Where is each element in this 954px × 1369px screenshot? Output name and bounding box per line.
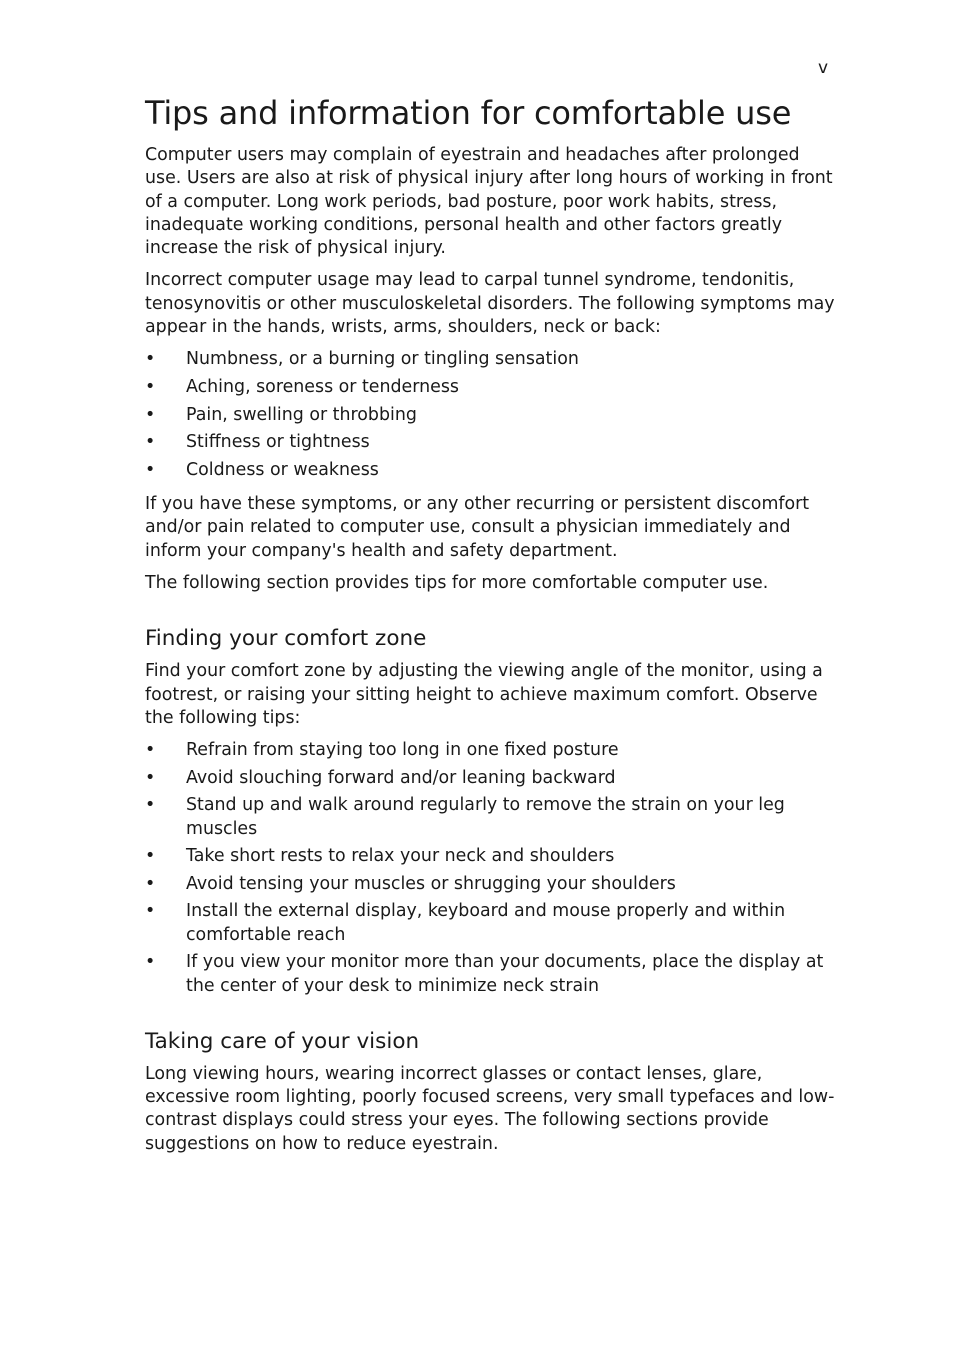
bullet-icon: • <box>145 459 156 480</box>
bullet-icon: • <box>145 349 156 370</box>
list-item: • If you view your monitor more than your documents, place the display at the center of your desk to minimize neck strain <box>145 952 824 996</box>
list-item: • Install the external display, keyboard and mouse properly and within comfortable reach <box>145 901 786 945</box>
list-item: • Avoid slouching forward and/or leaning backward <box>145 767 835 790</box>
bullet-icon: • <box>145 376 156 397</box>
bullet-icon: • <box>145 901 156 922</box>
bullet-icon: • <box>145 873 156 894</box>
symptoms-intro-paragraph: Incorrect computer usage may lead to carpal tunnel syndrome, tendonitis, tenosynovitis or other musculoskeletal disorders. The following symptoms may appear in the hands, wrists, arms, shoulders, neck or back: <box>145 270 835 338</box>
list-item: • Pain, swelling or throbbing <box>145 404 835 427</box>
bullet-icon: • <box>145 432 156 453</box>
page-title: Tips and information for comfortable use <box>145 94 792 132</box>
comfort-zone-paragraph: Find your comfort zone by adjusting the viewing angle of the monitor, using a footrest, or raising your sitting height to achieve maximum comfort. Observe the following tips: <box>145 661 823 728</box>
consult-physician-paragraph: If you have these symptoms, or any other recurring or persistent discomfort and/or pain related to computer use, consult a physician immediately and inform your company's health and safety department. <box>145 494 810 561</box>
symptoms-list <box>145 348 835 482</box>
bullet-icon: • <box>145 795 156 816</box>
list-item: • Take short rests to relax your neck and shoulders <box>145 845 835 868</box>
list-item: • Refrain from staying too long in one fixed posture <box>145 739 835 762</box>
list-item: • Stiffness or tightness <box>145 431 835 454</box>
section-intro-paragraph: The following section provides tips for more comfortable computer use. <box>145 572 769 593</box>
bullet-icon: • <box>145 846 156 867</box>
list-item: • Numbness, or a burning or tingling sensation <box>145 348 835 371</box>
page-number: v <box>818 58 829 78</box>
bullet-icon: • <box>145 740 156 761</box>
list-item: • Stand up and walk around regularly to remove the strain on your leg muscles <box>145 795 785 839</box>
list-item: • Aching, soreness or tenderness <box>145 376 835 399</box>
vision-paragraph: Long viewing hours, wearing incorrect glasses or contact lenses, glare, excessive room lighting, poorly focused screens, very small typefaces and low-contrast displays could stress your eyes. The following sections provide suggestions on how to reduce eyestrain. <box>145 1063 835 1154</box>
document-body <box>145 94 835 1165</box>
vision-heading: Taking care of your vision <box>145 1028 420 1054</box>
bullet-icon: • <box>145 767 156 788</box>
intro-paragraph: Computer users may complain of eyestrain and headaches after prolonged use. Users are also at risk of physical injury after long hours of working in front of a computer. Long work periods, bad posture, poor work habits, stress, inadequate working conditions, personal health and other factors greatly increase the risk of physical injury. <box>145 145 833 259</box>
list-item: • Avoid tensing your muscles or shrugging your shoulders <box>145 873 835 896</box>
bullet-icon: • <box>145 404 156 425</box>
list-item: • Coldness or weakness <box>145 459 835 482</box>
comfort-zone-heading: Finding your comfort zone <box>145 626 427 652</box>
bullet-icon: • <box>145 952 156 973</box>
comfort-tips-list <box>145 739 835 998</box>
